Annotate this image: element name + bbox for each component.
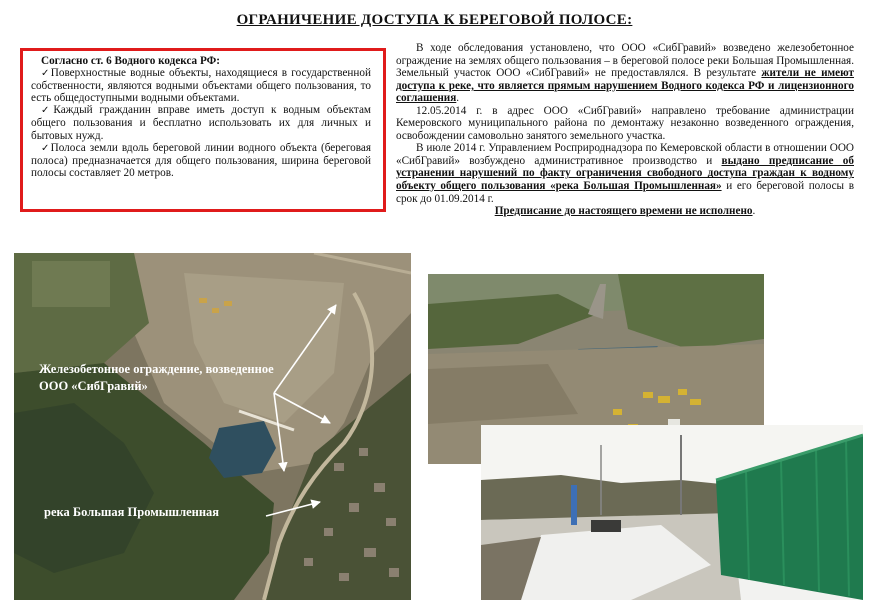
checkmark-icon: ✓: [41, 68, 51, 80]
aerial-photo: [14, 253, 411, 600]
report-text: [396, 42, 854, 218]
water-code-item: ✓Поверхностные водные объекты, находящиеся в государственной собственности, являются водными объектами общего пользования, то есть общедоступными водными объектами.: [31, 67, 371, 105]
water-code-heading: Согласно ст. 6 Водного кодекса РФ:: [41, 55, 220, 67]
paragraph-demand: 12.05.2014 г. в адрес ООО «СибГравий» направлено требование администрации Кемеровского муниципального района по демонтажу незаконно возведенного ограждения, освобождении самовольно занятого земельного участка.: [396, 104, 854, 142]
paragraph-prescription: В июле 2014 г. Управлением Росприроднадзора по Кемеровской области в отношении ООО «СибГравий» возбуждено административное производство и выдано предписание об устранении нарушений по факту ограничения свободного доступа граждан к водному объекту общего пользования «река Большая Промышленная» и его береговой полосы в срок до 01.09.2014 г.: [396, 142, 854, 205]
checkmark-icon: ✓: [41, 105, 54, 117]
paragraph-not-executed: Предписание до настоящего времени не исполнено.: [494, 205, 756, 218]
checkmark-icon: ✓: [41, 142, 51, 154]
water-code-item: ✓Полоса земли вдоль береговой линии водного объекта (береговая полоса) предназначается для общего пользования, ширина береговой полосы составляет 20 метров.: [31, 141, 371, 179]
fence-caption: Железобетонное ограждение, возведенное ООО «СибГравий»: [39, 362, 274, 393]
page-title: ОГРАНИЧЕНИЕ ДОСТУПА К БЕРЕГОВОЙ ПОЛОСЕ:: [236, 12, 633, 28]
water-code-item: ✓Каждый гражданин вправе иметь доступ к водным объектам общего пользования и бесплатно использовать их для личных и бытовых нужд.: [31, 104, 371, 142]
fence-photo: [481, 425, 863, 600]
paragraph-inspection: В ходе обследования установлено, что ООО «СибГравий» возведено железобетонное ограждение на землях общего пользования – в береговой полосе реки Большая Промышленная. Земельный участок ООО «СибГравий» не предоставлялся. В результате жители не имеют доступа к реке, что является прямым нарушением Водного кодекса РФ и лицензионного соглашения.: [396, 42, 855, 105]
water-code-box: [20, 48, 386, 212]
river-caption: река Большая Промышленная: [44, 505, 220, 519]
